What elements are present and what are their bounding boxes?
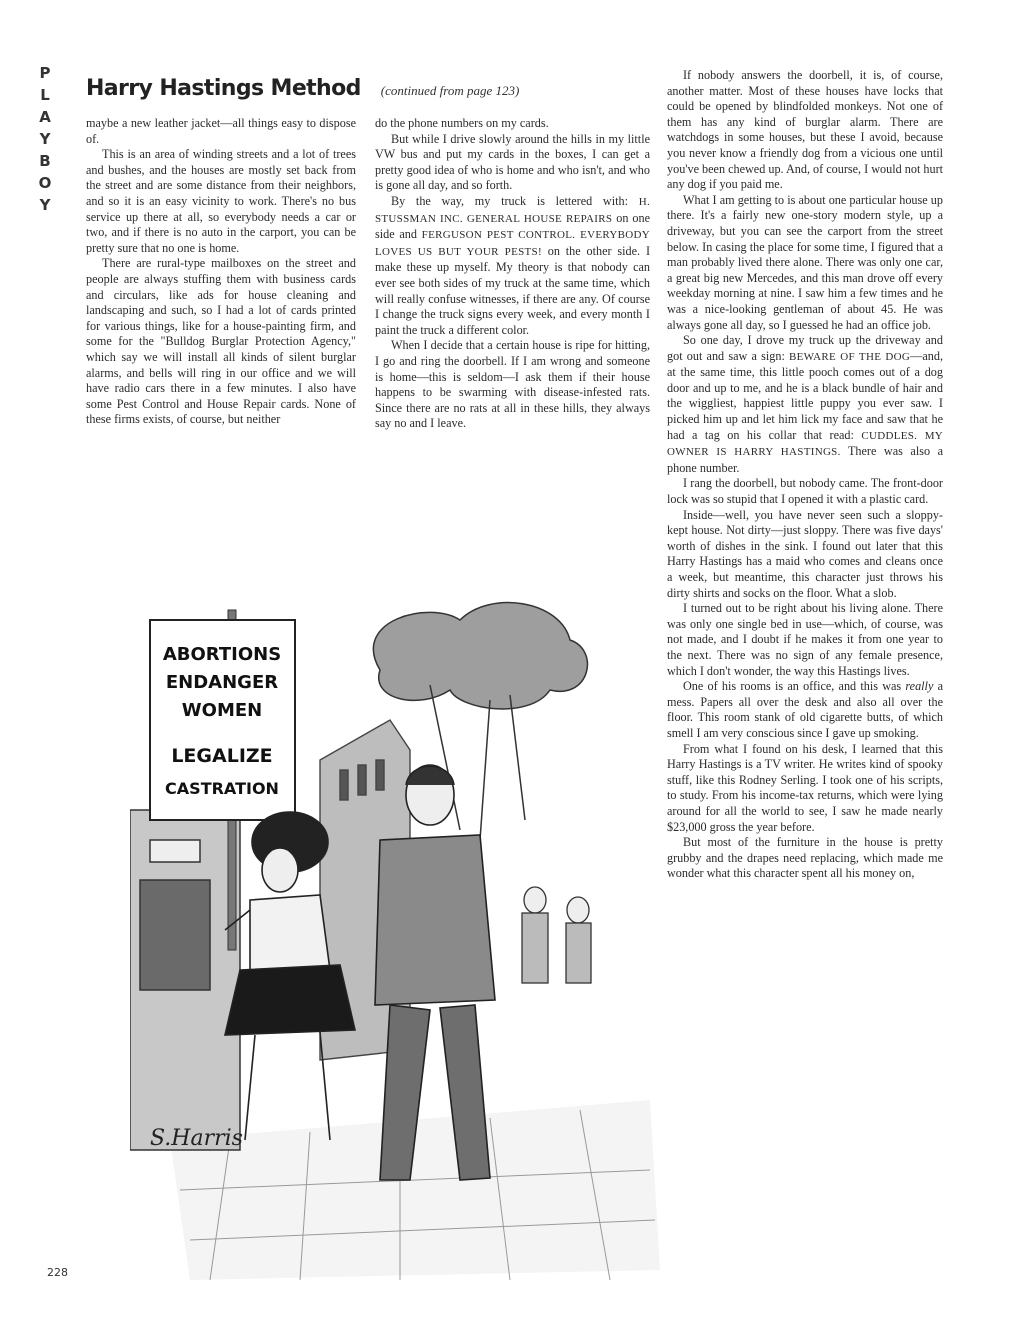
paragraph: When I decide that a certain house is ripe for hitting, I go and ring the doorbell. If I am wrong and someone is home—this is seldom—I ask them if their house happens to be swarming with disease-infested rats. Since there are no rats at all in these hills, they always say no and I leave. bbox=[375, 338, 650, 431]
paragraph: But while I drive slowly around the hills in my little VW bus and put my cards in the boxes, I can get a pretty good idea of who is home and who isn't, and who is gone all day, and so forth. bbox=[375, 131, 650, 193]
artist-signature: S.Harris bbox=[150, 1126, 243, 1151]
text-run: a mess. Papers all over the desk and also all over the floor. This room stank of old cigarette butts, of which smell I am very conscious since I gave up smoking. bbox=[667, 679, 943, 740]
article-title: Harry Hastings Method bbox=[86, 76, 361, 101]
storefront bbox=[130, 810, 240, 1150]
dog-tag-text: CUDDLES. MY OWNER IS HARRY HASTINGS. bbox=[667, 429, 944, 459]
paragraph: But most of the furniture in the house is pretty grubby and the drapes need replacing, which made me wonder what this character spent all his money on, bbox=[667, 835, 943, 881]
masthead-vertical bbox=[30, 62, 60, 216]
cartoon-illustration bbox=[130, 580, 660, 1300]
text-column-1 bbox=[86, 116, 356, 428]
masthead-letter: A bbox=[39, 108, 51, 126]
masthead-letter: L bbox=[40, 86, 50, 104]
text-run: There was also a phone number. bbox=[667, 444, 943, 475]
background-pedestrians bbox=[522, 887, 591, 983]
paragraph: maybe a new leather jacket—all things easy to dispose of. bbox=[86, 116, 356, 146]
masthead-letter: Y bbox=[39, 130, 51, 148]
masthead-letter: P bbox=[39, 64, 51, 82]
masthead-letter: O bbox=[38, 174, 52, 192]
sign-text-line: ABORTIONS bbox=[162, 644, 282, 665]
sign-text-line: ENDANGER bbox=[165, 672, 279, 693]
sign-text-line: LEGALIZE bbox=[171, 745, 273, 767]
emphasis: really bbox=[905, 679, 934, 694]
text-run: One of his rooms is an office, and this was bbox=[683, 679, 902, 694]
page-number: 228 bbox=[47, 1266, 68, 1279]
text-run: So one day, I drove my truck up the driveway and got out and saw a sign: bbox=[667, 333, 943, 363]
sign-text-line: CASTRATION bbox=[165, 779, 279, 798]
sign-text-line: WOMEN bbox=[181, 700, 263, 721]
paragraph: Inside—well, you have never seen such a sloppy-kept house. Not dirty—just sloppy. There was five days' worth of dishes in the sink. I found out later that this Harry Hastings has a maid who comes and cleans once a week, but meantime, this character just throws his dirty shirts and socks on the floor. What a slob. bbox=[667, 507, 943, 600]
paragraph bbox=[667, 679, 943, 741]
paragraph bbox=[667, 333, 943, 476]
text-column-2 bbox=[375, 116, 650, 432]
dog-sign-text: BEWARE OF THE DOG bbox=[789, 350, 911, 363]
truck-sign-text: H. STUSSMAN INC. GENERAL HOUSE REPAIRS bbox=[375, 195, 650, 225]
paragraph: I rang the doorbell, but nobody came. The front-door lock was so stupid that I opened it with a plastic card. bbox=[667, 476, 943, 507]
truck-sign-text: FERGUSON PEST CONTROL. EVERYBODY LOVES US BUT YOUR PESTS! bbox=[375, 229, 650, 258]
paragraph: I turned out to be right about his living alone. There was only one single bed in use—which, of course, was not made, and I doubt if he makes it from one year to the next. There was no sign of any female presence, which I don't wonder, the way this Hastings lives. bbox=[667, 601, 943, 678]
paragraph: If nobody answers the doorbell, it is, of course, another matter. Most of these houses have locks that could be opened by blindfolded monkeys. Not one of them has any kind of burglar alarm. There are watchdogs in some houses, but these I avoid, because you never know a friendly dog from a vicious one until you've been chewed up. And, of course, I would not hurt any dog if you paid me. bbox=[667, 68, 944, 192]
text-run: By the way, my truck is lettered with: bbox=[391, 193, 628, 208]
text-run: on the other side. I make these up myself. My theory is that nobody can ever see both sides of my truck at the same time, which will really confuse witnesses, if there are any. Of course I change the truck signs every week, and every month I paint the truck a different color. bbox=[375, 243, 650, 337]
text-run: —and, at the same time, this little pooch comes out of a dog door and up to me, and he is a black bundle of hair and the wiggliest, happiest little puppy you ever saw. I picked him up and let him lick my face and saw that he had a tag on his collar that read: bbox=[667, 348, 943, 442]
paragraph: There are rural-type mailboxes on the street and people are always stuffing them with business cards and circulars, like ads for house cleaning and landscaping and such, so I had a lot of cards printed for various things, like for a house-painting firm, and some for the "Bulldog Burglar Protection Agency," which say we will install all kinds of silent burglar alarms, and bells will ring in our office and we will have radio cars there in a few minutes. I also have some Pest Control and House Repair cards. None of these firms exists, of course, but neither bbox=[86, 256, 356, 427]
text-column-3 bbox=[667, 68, 943, 882]
paragraph: From what I found on his desk, I learned that this Harry Hastings is a TV writer. He writes kind of spooky stuff, like this Rodney Serling. I took one of his scripts, to study. From his income-tax returns, which were lying around for all the world to see, I saw he made nearly $23,000 gross the year before. bbox=[667, 741, 943, 834]
paragraph: do the phone numbers on my cards. bbox=[375, 116, 549, 130]
text-run: on one side and bbox=[375, 210, 650, 242]
continued-from: (continued from page 123) bbox=[380, 83, 520, 98]
headline bbox=[86, 76, 519, 101]
paragraph: This is an area of winding streets and a lot of trees and bushes, and the houses are mostly set back from the street and are some distance from their neighbors, and so it is an easy vicinity to work. There's no bus service up there at all, so everybody needs a car or two, and if there is no auto in the carport, you can be pretty sure that no one is home. bbox=[86, 147, 356, 255]
masthead-letter: Y bbox=[39, 196, 51, 214]
masthead-letter: B bbox=[39, 152, 51, 170]
paragraph bbox=[375, 194, 650, 338]
paragraph: What I am getting to is about one particular house up there. It's a fairly new one-story modern style, up a driveway, but you can see the carport from the street below. In casing the place for some time, I figured that a man probably lived there alone. There was only one car, a great big new Mercedes, and this man drove off every weekday morning at nine. I saw him a few times and he was a nice-looking gentleman of about 45. He was always gone all day, so I guessed he had an office job. bbox=[667, 192, 943, 332]
